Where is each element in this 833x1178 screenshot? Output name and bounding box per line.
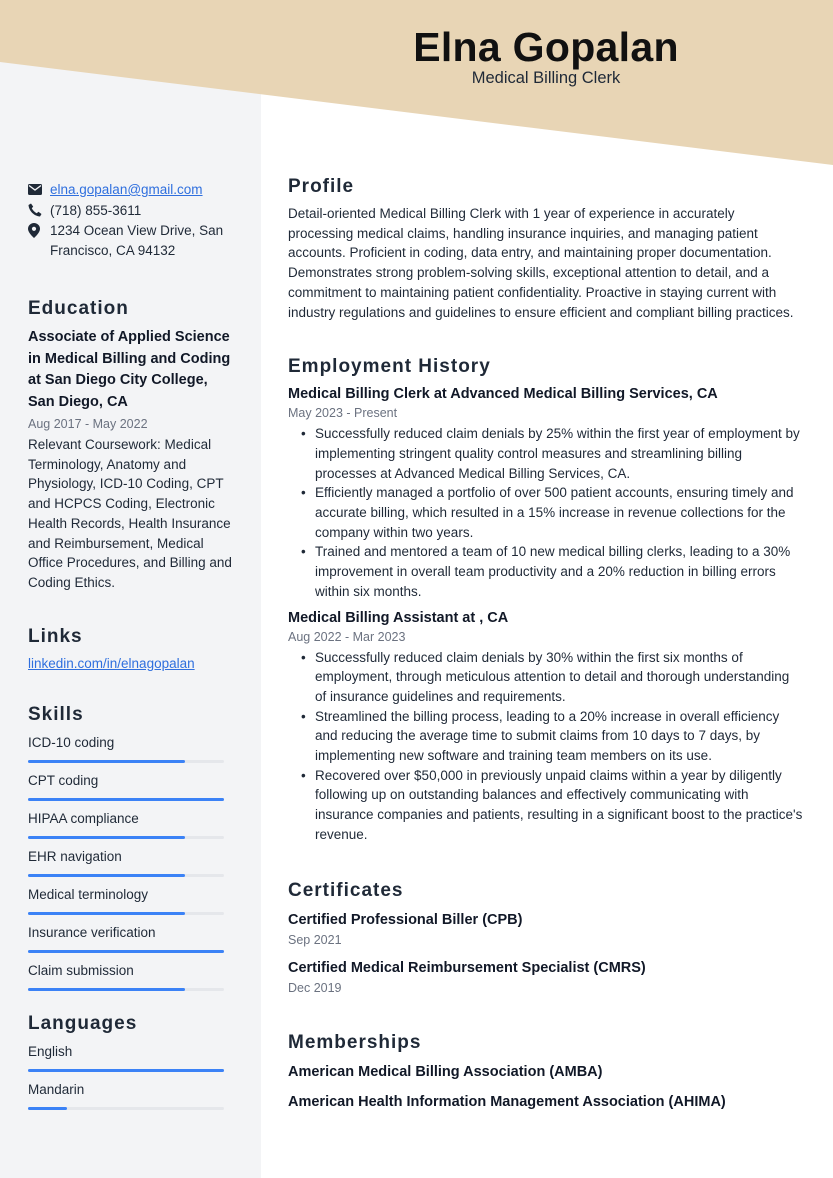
memberships-heading: Memberships (288, 1031, 422, 1053)
candidate-title: Medical Billing Clerk (471, 69, 621, 87)
job-title: Medical Billing Assistant at , CA (288, 609, 509, 626)
skill-name: Claim submission (28, 962, 134, 978)
skill-level-track (28, 950, 224, 953)
certificate-date: Sep 2021 (288, 932, 342, 947)
memberships-list (288, 1062, 803, 1112)
job-bullet: • Successfully reduced claim denials by 30% within the first six months of employment, through meticulous attention to detail and thorough understanding of insurance guidelines and requirements. (298, 648, 803, 707)
languages-heading: Languages (28, 1012, 138, 1034)
links-section (28, 626, 233, 671)
job-bullets (298, 648, 803, 845)
skill-level-track (28, 760, 224, 763)
memberships-section (288, 1032, 803, 1112)
envelope-icon (28, 180, 50, 200)
skill-name: Insurance verification (28, 924, 156, 940)
skill-name: CPT coding (28, 772, 99, 788)
education-degree: Associate of Applied Science in Medical Billing and Coding at San Diego City College, San Diego, CA (28, 329, 231, 410)
skill-item (28, 924, 233, 962)
skill-level-track (28, 912, 224, 915)
language-level-track (28, 1069, 224, 1072)
languages-section (28, 1013, 233, 1119)
membership-item: American Health Information Management Association (AHIMA) (288, 1093, 726, 1110)
skill-level-track (28, 836, 224, 839)
skill-item (28, 810, 233, 848)
certificates-list (288, 910, 803, 997)
language-level-fill (28, 1069, 224, 1072)
skill-level-fill (28, 988, 185, 991)
linkedin-link[interactable]: linkedin.com/in/elnagopalan (28, 655, 195, 671)
skill-name: Medical terminology (28, 886, 149, 902)
job-entry (288, 384, 803, 601)
location-pin-icon (28, 221, 50, 241)
profile-section (288, 176, 803, 322)
phone-number: (718) 855-3611 (50, 202, 142, 218)
job-bullet: • Successfully reduced claim denials by 25% within the first year of employment by implementing stringent quality control measures and streamlining billing processes at Advanced Medical Billing Services, CA. (298, 424, 803, 483)
job-dates: Aug 2022 - Mar 2023 (288, 629, 406, 644)
main-content (288, 176, 803, 1112)
certificates-heading: Certificates (288, 879, 404, 901)
skill-name: EHR navigation (28, 848, 122, 864)
job-bullets (298, 424, 803, 601)
skill-item (28, 848, 233, 886)
profile-text: Detail-oriented Medical Billing Clerk with 1 year of experience in accurately processing medical claims, handling insurance inquiries, and managing patient accounts. Proficient in coding, data entry, and maintaining proper documentation. Demonstrates strong problem-solving skills, exceptional attention to detail, and a commitment to maintaining patient confidentiality. Proactive in staying current with industry regulations and guidelines to ensure efficient and compliant billing practices. (288, 206, 794, 320)
certificate-item (288, 910, 803, 949)
language-level-fill (28, 1107, 67, 1110)
education-dates: Aug 2017 - May 2022 (28, 417, 148, 431)
job-bullet: • Trained and mentored a team of 10 new medical billing clerks, leading to a 30% improvement in overall team productivity and a 20% reduction in billing errors within six months. (298, 542, 803, 601)
job-entry (288, 608, 803, 845)
contact-section (28, 180, 233, 260)
skill-level-fill (28, 874, 185, 877)
language-level-track (28, 1107, 224, 1110)
language-item (28, 1043, 233, 1081)
skills-section (28, 704, 233, 1000)
certificate-name: Certified Professional Biller (CPB) (288, 911, 523, 928)
jobs-list (288, 384, 803, 844)
profile-heading: Profile (288, 176, 355, 197)
certificates-section (288, 880, 803, 997)
education-heading: Education (28, 298, 129, 319)
email-link[interactable]: elna.gopalan@gmail.com (50, 182, 203, 197)
links-heading: Links (28, 625, 83, 647)
education-section (28, 298, 233, 593)
skill-level-fill (28, 950, 224, 953)
employment-heading: Employment History (288, 356, 491, 378)
job-bullet: • Recovered over $50,000 in previously unpaid claims within a year by diligently following up on outstanding balances and effectively communicating with insurance companies and patients, resulting in a significant boost to the practice's revenue. (298, 766, 803, 845)
certificate-name: Certified Medical Reimbursement Specialist (CMRS) (288, 959, 646, 976)
skill-level-track (28, 798, 224, 801)
job-bullet: • Streamlined the billing process, leading to a 20% increase in overall efficiency and reducing the average time to submit claims from 10 days to 7 days, by implementing new software and training team members on its use. (298, 707, 803, 766)
skill-item (28, 962, 233, 1000)
phone-icon (28, 201, 50, 221)
skill-level-track (28, 874, 224, 877)
contact-email-row (28, 180, 233, 200)
skill-level-fill (28, 912, 185, 915)
skill-level-fill (28, 836, 185, 839)
membership-item: American Medical Billing Association (AMBA) (288, 1063, 603, 1080)
job-bullet: • Efficiently managed a portfolio of over 500 patient accounts, ensuring timely and accurate billing, which resulted in a 15% increase in revenue collections for the company within two years. (298, 483, 803, 542)
certificate-date: Dec 2019 (288, 980, 342, 995)
skill-item (28, 734, 233, 772)
language-name: English (28, 1043, 73, 1059)
language-item (28, 1081, 233, 1119)
skill-level-fill (28, 798, 224, 801)
job-title: Medical Billing Clerk at Advanced Medical Billing Services, CA (288, 386, 718, 403)
skill-item (28, 772, 233, 810)
language-name: Mandarin (28, 1081, 85, 1097)
languages-list (28, 1043, 233, 1119)
sidebar (28, 180, 233, 1119)
skill-level-fill (28, 760, 185, 763)
skill-name: HIPAA compliance (28, 810, 139, 826)
address: 1234 Ocean View Drive, San Francisco, CA 94132 (50, 223, 224, 258)
skills-heading: Skills (28, 703, 84, 725)
skill-item (28, 886, 233, 924)
employment-section (288, 356, 803, 844)
job-dates: May 2023 - Present (288, 406, 398, 421)
certificate-item (288, 958, 803, 997)
education-description: Relevant Coursework: Medical Terminology, Anatomy and Physiology, ICD-10 Coding, CPT and HCPCS Coding, Electronic Health Records, Health Insurance and Reimbursement, Medical Office Procedures, and Billing and Coding Ethics. (28, 437, 232, 590)
skill-level-track (28, 988, 224, 991)
skill-name: ICD-10 coding (28, 734, 115, 750)
skills-list (28, 734, 233, 1000)
contact-address-row (28, 221, 233, 260)
candidate-name: Elna Gopalan (413, 24, 679, 70)
contact-phone-row (28, 201, 233, 221)
